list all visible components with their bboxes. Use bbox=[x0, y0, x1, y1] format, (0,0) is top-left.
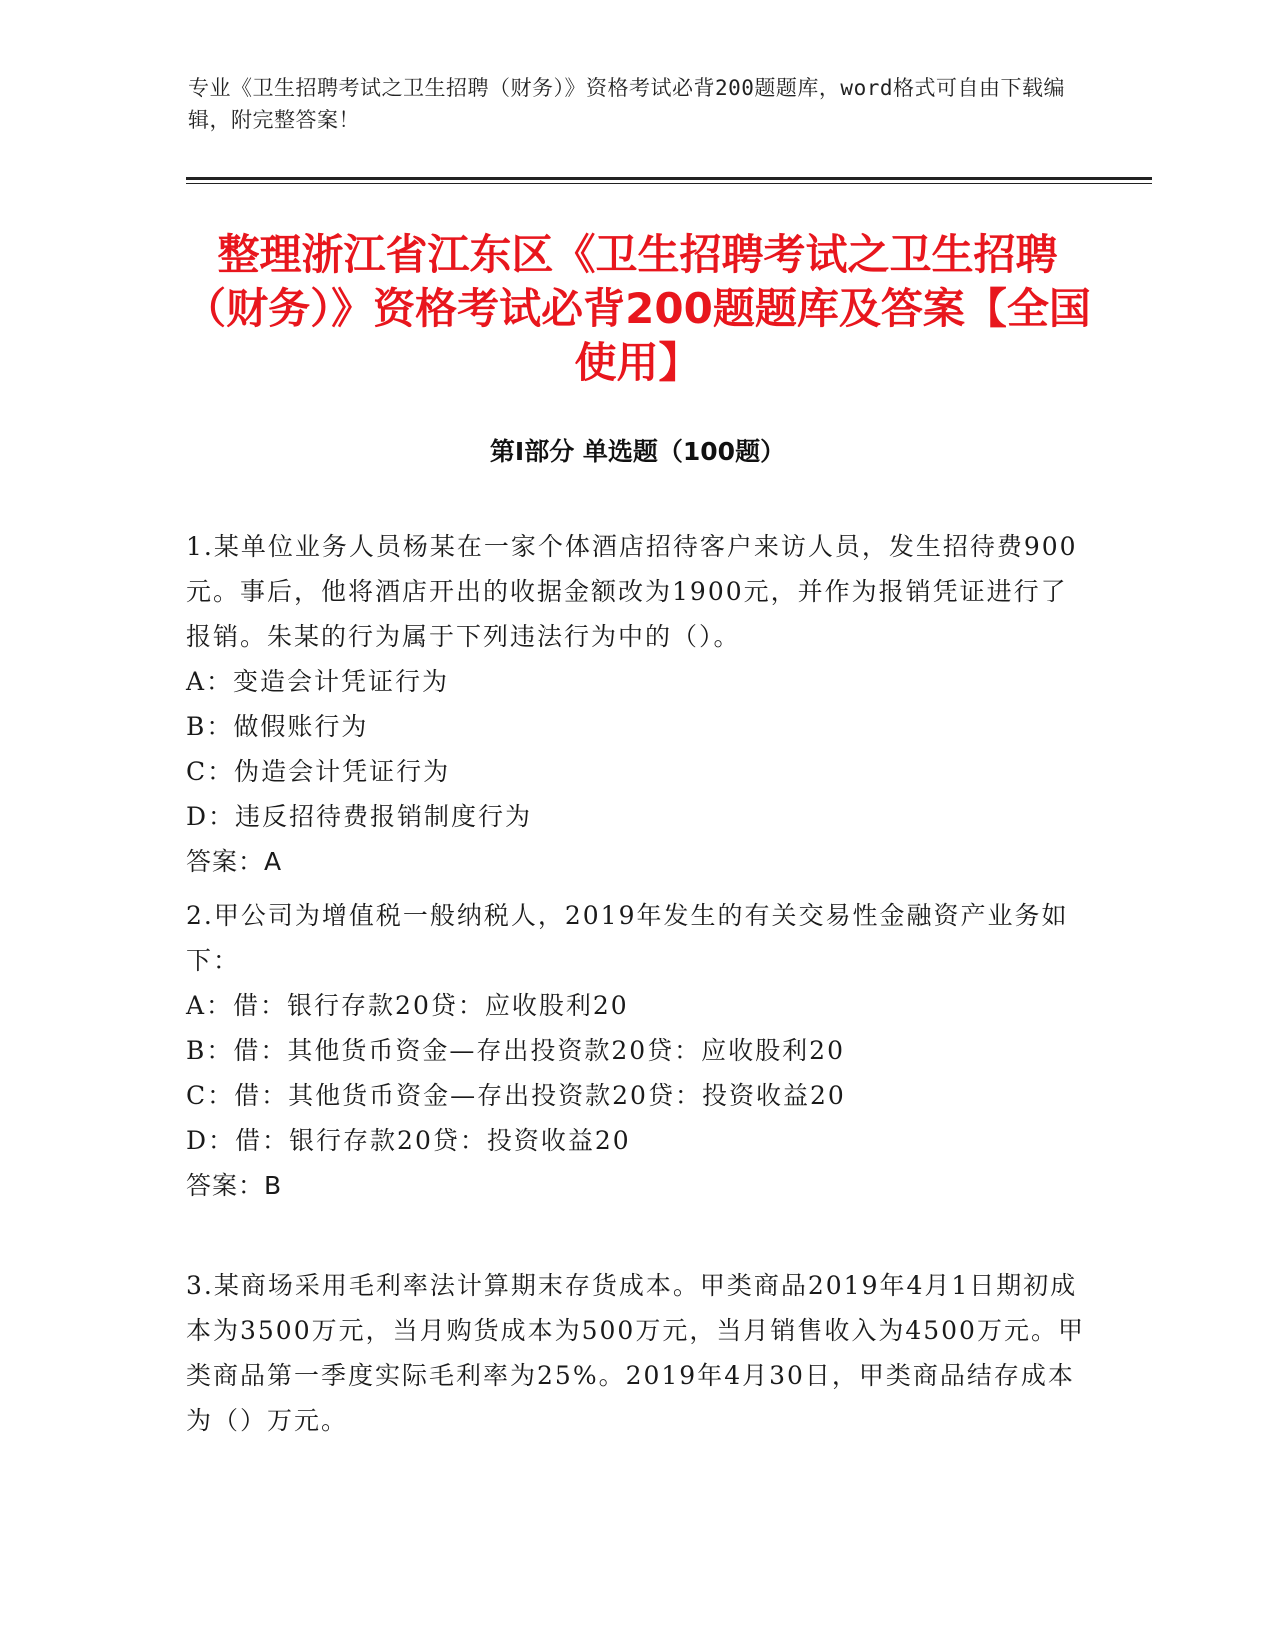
answer: 答案：A bbox=[186, 847, 283, 876]
answer: 答案：B bbox=[186, 1171, 283, 1200]
option-b: B：借：其他货币资金—存出投资款20贷：应收股利20 bbox=[186, 1036, 845, 1065]
question-stem: 1.某单位业务人员杨某在一家个体酒店招待客户来访人员，发生招待费900元。事后，他将酒店开出的收据金额改为1900元，并作为报销凭证进行了报销。朱某的行为属于下列违法行为中的（）。 bbox=[186, 532, 1078, 651]
option-b: B：做假账行为 bbox=[186, 712, 369, 741]
question-stem: 3.某商场采用毛利率法计算期末存货成本。甲类商品2019年4月1日期初成本为3500万元，当月购货成本为500万元，当月销售收入为4500万元。甲类商品第一季度实际毛利率为25%。2019年4月30日，甲类商品结存成本为（）万元。 bbox=[186, 1271, 1085, 1435]
option-c: C：借：其他货币资金—存出投资款20贷：投资收益20 bbox=[186, 1081, 846, 1110]
question-1 bbox=[186, 524, 1086, 884]
question-stem: 2.甲公司为增值税一般纳税人，2019年发生的有关交易性金融资产业务如下： bbox=[186, 901, 1069, 975]
section-title: 第I部分 单选题（100题） bbox=[489, 437, 786, 466]
header-divider-thick bbox=[186, 177, 1152, 180]
document-title: 整理浙江省江东区《卫生招聘考试之卫生招聘（财务）》资格考试必背200题题库及答案【全国使用】 bbox=[184, 230, 1091, 387]
question-3 bbox=[186, 1263, 1086, 1443]
question-2 bbox=[186, 893, 1086, 1208]
header-note: 专业《卫生招聘考试之卫生招聘（财务）》资格考试必背200题题库，word格式可自由下载编辑，附完整答案！ bbox=[188, 76, 1065, 132]
option-a: A：变造会计凭证行为 bbox=[186, 667, 450, 696]
option-d: D：违反招待费报销制度行为 bbox=[186, 802, 533, 831]
option-c: C：伪造会计凭证行为 bbox=[186, 757, 451, 786]
option-a: A：借：银行存款20贷：应收股利20 bbox=[186, 991, 629, 1020]
header-divider-thin bbox=[186, 183, 1152, 184]
option-d: D：借：银行存款20贷：投资收益20 bbox=[186, 1126, 631, 1155]
